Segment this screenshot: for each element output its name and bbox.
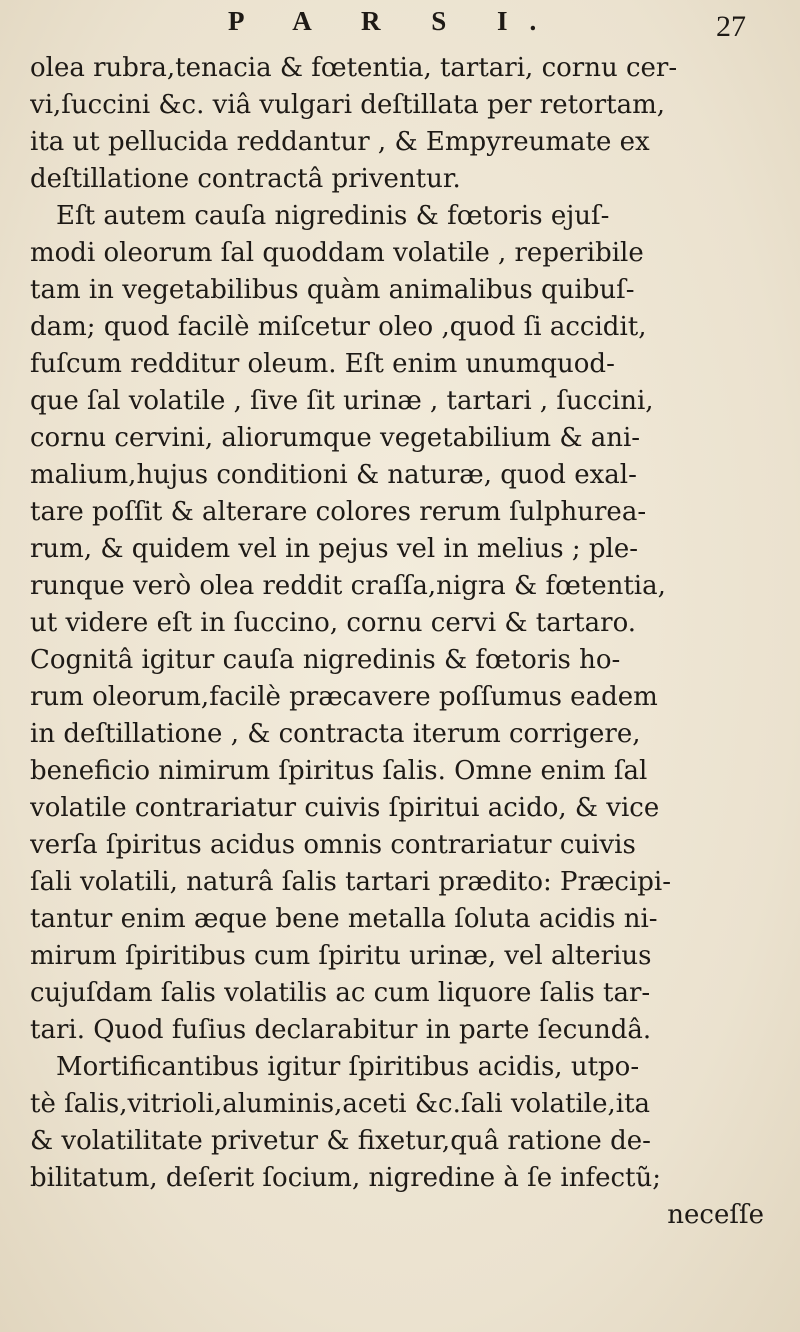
text-line: volatile contrariatur cuivis ſpiritui acido, & vice [30,793,660,823]
text-line: tam in vegetabilibus quàm animalibus quibuſ- [30,275,635,305]
text-line: cornu cervini, aliorumque vegetabilium & ani- [30,423,641,453]
catchword: neceſſe [667,1200,764,1230]
text-line: verſa ſpiritus acidus omnis contrariatur cuivis [30,830,636,860]
text-line: fuſcum redditur oleum. Eſt enim unumquod- [30,349,615,379]
text-line: in deſtillatione , & contracta iterum corrigere, [30,719,641,749]
text-line: tari. Quod fuſius declarabitur in parte ſecundâ. [30,1015,652,1045]
text-line: ita ut pellucida reddantur , & Empyreumate ex [30,127,650,157]
text-line: beneficio nimirum ſpiritus ſalis. Omne enim ſal [30,756,648,786]
text-line: que ſal volatile , ſive ſit urinæ , tartari , ſuccini, [30,386,654,416]
text-line: vi,ſuccini &c. viâ vulgari deſtillata per retortam, [30,90,666,120]
text-line: tare poſſit & alterare colores rerum ſulphurea- [30,497,647,527]
text-line: Cognitâ igitur cauſa nigredinis & fœtoris ho- [30,645,621,675]
text-line: bilitatum, deſerit ſocium, nigredine à ſe infectũ; [30,1163,661,1193]
text-line: mirum ſpiritibus cum ſpiritu urinæ, vel alterius [30,941,652,971]
text-line: olea rubra,tenacia & fœtentia, tartari, cornu cer- [30,53,678,83]
text-line: runque verò olea reddit craſſa,nigra & fœtentia, [30,571,666,601]
text-line: & volatilitate privetur & fixetur,quâ ratione de- [30,1126,651,1156]
page-number: 27 [716,10,746,43]
text-line: Eſt autem cauſa nigredinis & fœtoris ejuſ- [56,201,610,231]
text-line: rum, & quidem vel in pejus vel in melius ; ple- [30,534,639,564]
text-line: deſtillatione contractâ priventur. [30,164,461,194]
text-line: Mortificantibus igitur ſpiritibus acidis, utpo- [56,1052,640,1082]
text-line: tantur enim æque bene metalla ſoluta acidis ni- [30,904,658,934]
running-head-title: P A R S I. [228,6,559,36]
text-line: cujuſdam ſalis volatilis ac cum liquore ſalis tar- [30,978,651,1008]
text-line: ut videre eſt in ſuccino, cornu cervi & tartaro. [30,608,637,638]
body-text [30,50,778,1234]
text-line: modi oleorum ſal quoddam volatile , reperibile [30,238,644,268]
text-line: malium,hujus conditioni & naturæ, quod exal- [30,460,637,490]
text-line: tè ſalis,vitrioli,aluminis,aceti &c.ſali volatile,ita [30,1089,651,1119]
text-line: rum oleorum,facilè præcavere poſſumus eadem [30,682,658,712]
text-line: ſali volatili, naturâ ſalis tartari prædito: Præcipi- [30,867,672,897]
running-head [0,4,800,44]
text-line: dam; quod facilè miſcetur oleo ,quod ſi accidit, [30,312,647,342]
